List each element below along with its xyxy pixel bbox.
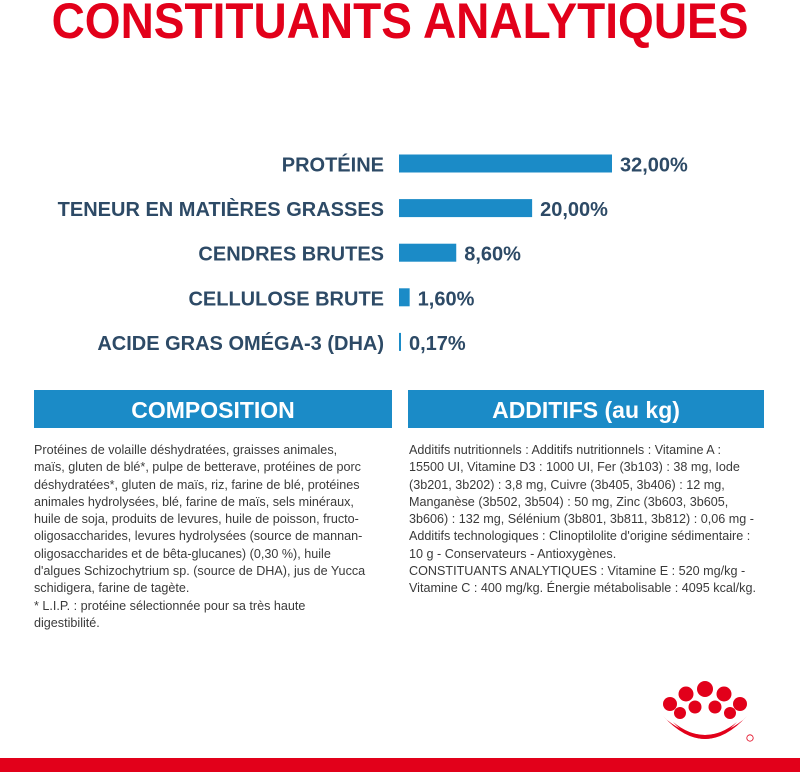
- royal-canin-crown-icon: [653, 680, 757, 746]
- category-label: ACIDE GRAS OMÉGA-3 (DHA): [97, 332, 384, 355]
- additifs-line: Manganèse (3b502, 3b504) : 50 mg, Zinc (3b603, 3b605,: [409, 494, 729, 509]
- composition-line: schidigera, farine de tagète.: [34, 581, 190, 596]
- additifs-line: Vitamine C : 400 mg/kg. Énergie métabolisable : 4095 kcal/kg.: [409, 581, 756, 596]
- composition-line: animales hydrolysées, blé, farine de maïs, sels minéraux,: [34, 494, 354, 509]
- bar: [399, 244, 456, 262]
- category-label: TENEUR EN MATIÈRES GRASSES: [57, 199, 384, 222]
- composition-header: COMPOSITION: [34, 390, 392, 428]
- value-label: 8,60%: [464, 243, 521, 266]
- category-label: CELLULOSE BRUTE: [188, 288, 384, 311]
- additifs-line: 15500 UI, Vitamine D3 : 1000 UI, Fer (3b103) : 38 mg, Iode: [409, 460, 740, 475]
- additifs-line: 10 g - Conservateurs - Antioxygènes.: [409, 546, 617, 561]
- additifs-text: [409, 442, 769, 598]
- composition-line: déshydratées*, gluten de maïs, riz, farine de blé, protéines: [34, 477, 360, 492]
- composition-line: oligosaccharides et de bêta-glucanes) (0,30 %), huile: [34, 546, 331, 561]
- composition-line: d'algues Schizochytrium sp. (source de DHA), jus de Yucca: [34, 564, 366, 579]
- composition-line: Protéines de volaille déshydratées, graisses animales,: [34, 443, 338, 457]
- composition-text: [34, 442, 394, 632]
- composition-line: huile de soja, produits de levures, huile de poisson, fructo-: [34, 512, 359, 527]
- page-title: CONSTITUANTS ANALYTIQUES: [51, 0, 749, 49]
- nutrient-bar-chart: [0, 140, 800, 380]
- additifs-line: Additifs technologiques : Clinoptilolite d'origine sédimentaire :: [409, 529, 751, 544]
- bottom-band: [0, 758, 800, 772]
- value-label: 1,60%: [417, 288, 475, 311]
- additifs-line: Additifs nutritionnels : Additifs nutritionnels : Vitamine A :: [409, 443, 721, 457]
- bar: [399, 199, 532, 217]
- additifs-header: ADDITIFS (au kg): [408, 390, 764, 428]
- additifs-line: 3b606) : 132 mg, Sélénium (3b801, 3b811, 3b812) : 0,06 mg -: [409, 512, 754, 527]
- value-label: 32,00%: [620, 154, 688, 177]
- category-label: PROTÉINE: [281, 154, 384, 177]
- composition-line: oligosaccharides, levures hydrolysées (source de mannan-: [34, 529, 363, 544]
- additifs-line: (3b201, 3b202) : 3,8 mg, Cuivre (3b405, 3b406) : 12 mg,: [409, 477, 725, 492]
- value-label: 20,00%: [540, 199, 608, 222]
- composition-line: * L.I.P. : protéine sélectionnée pour sa très haute: [34, 598, 306, 613]
- value-label: 0,17%: [409, 332, 466, 355]
- bar: [399, 155, 612, 173]
- bar: [399, 288, 410, 306]
- additifs-line: CONSTITUANTS ANALYTIQUES : Vitamine E : 520 mg/kg -: [409, 564, 746, 579]
- bar: [399, 333, 401, 351]
- composition-line: maïs, gluten de blé*, pulpe de betterave, protéines de porc: [34, 460, 361, 475]
- category-label: CENDRES BRUTES: [198, 243, 384, 266]
- composition-line: digestibilité.: [34, 615, 100, 630]
